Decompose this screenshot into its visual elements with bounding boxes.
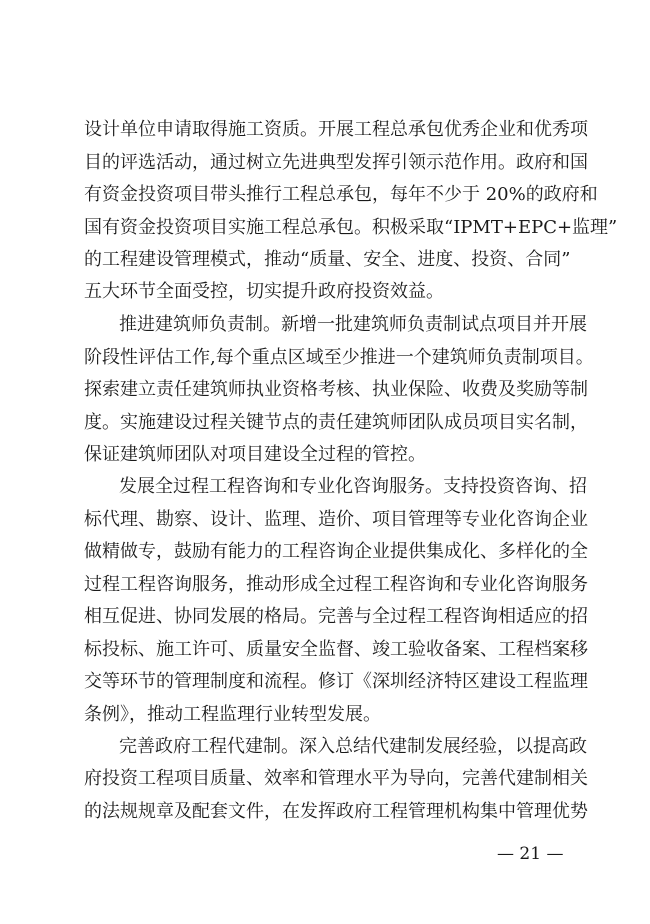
paragraph-1-line-1: 设计单位申请取得施工资质。开展工程总承包优秀企业和优秀项 <box>84 119 588 140</box>
paragraph-3-line-5: 相互促进、协同发展的格局。完善与全过程工程咨询相适应的招 <box>84 606 588 627</box>
paragraph-4-line-3: 的法规规章及配套文件，在发挥政府工程管理机构集中管理优势 <box>84 801 588 822</box>
paragraph-1-line-2: 目的评选活动，通过树立先进典型发挥引领示范作用。政府和国 <box>84 152 588 173</box>
paragraph-3-line-8: 条例》，推动工程监理行业转型发展。 <box>84 704 381 725</box>
paragraph-2-line-4: 度。实施建设过程关键节点的责任建筑师团队成员项目实名制， <box>84 412 588 433</box>
paragraph-3-line-6: 标投标、施工许可、质量安全监督、竣工验收备案、工程档案移 <box>84 639 588 660</box>
paragraph-3-line-1: 发展全过程工程咨询和专业化咨询服务。支持投资咨询、招 <box>119 476 587 497</box>
paragraph-4-line-1: 完善政府工程代建制。深入总结代建制发展经验，以提高政 <box>119 736 587 757</box>
paragraph-2-line-2: 阶段性评估工作,每个重点区域至少推进一个建筑师负责制项目。 <box>84 347 594 368</box>
paragraph-3-line-4: 过程工程咨询服务，推动形成全过程工程咨询和专业化咨询服务 <box>84 574 588 595</box>
paragraph-2-line-1: 推进建筑师负责制。新增一批建筑师负责制试点项目并开展 <box>119 314 587 335</box>
paragraph-3-line-7: 交等环节的管理制度和流程。修订《深圳经济特区建设工程监理 <box>84 671 588 692</box>
paragraph-1-line-5: 的工程建设管理模式，推动“质量、安全、进度、投资、合同” <box>84 249 571 270</box>
paragraph-2-line-3: 探索建立责任建筑师执业资格考核、执业保险、收费及奖励等制 <box>84 379 588 400</box>
paragraph-1-line-4: 国有资金投资项目实施工程总承包。积极采取“IPMT+EPC+监理” <box>84 217 618 238</box>
paragraph-1-line-6: 五大环节全面受控，切实提升政府投资效益。 <box>84 281 444 302</box>
paragraph-3-line-3: 做精做专，鼓励有能力的工程咨询企业提供集成化、多样化的全 <box>84 541 588 562</box>
page-number: — 21 — <box>497 844 564 864</box>
paragraph-1-line-3: 有资金投资项目带头推行工程总承包，每年不少于 20%的政府和 <box>84 184 598 205</box>
paragraph-4-line-2: 府投资工程项目质量、效率和管理水平为导向，完善代建制相关 <box>84 768 588 789</box>
paragraph-3-line-2: 标代理、勘察、设计、监理、造价、项目管理等专业化咨询企业 <box>84 509 588 530</box>
paragraph-2-line-5: 保证建筑师团队对项目建设全过程的管控。 <box>84 444 426 465</box>
